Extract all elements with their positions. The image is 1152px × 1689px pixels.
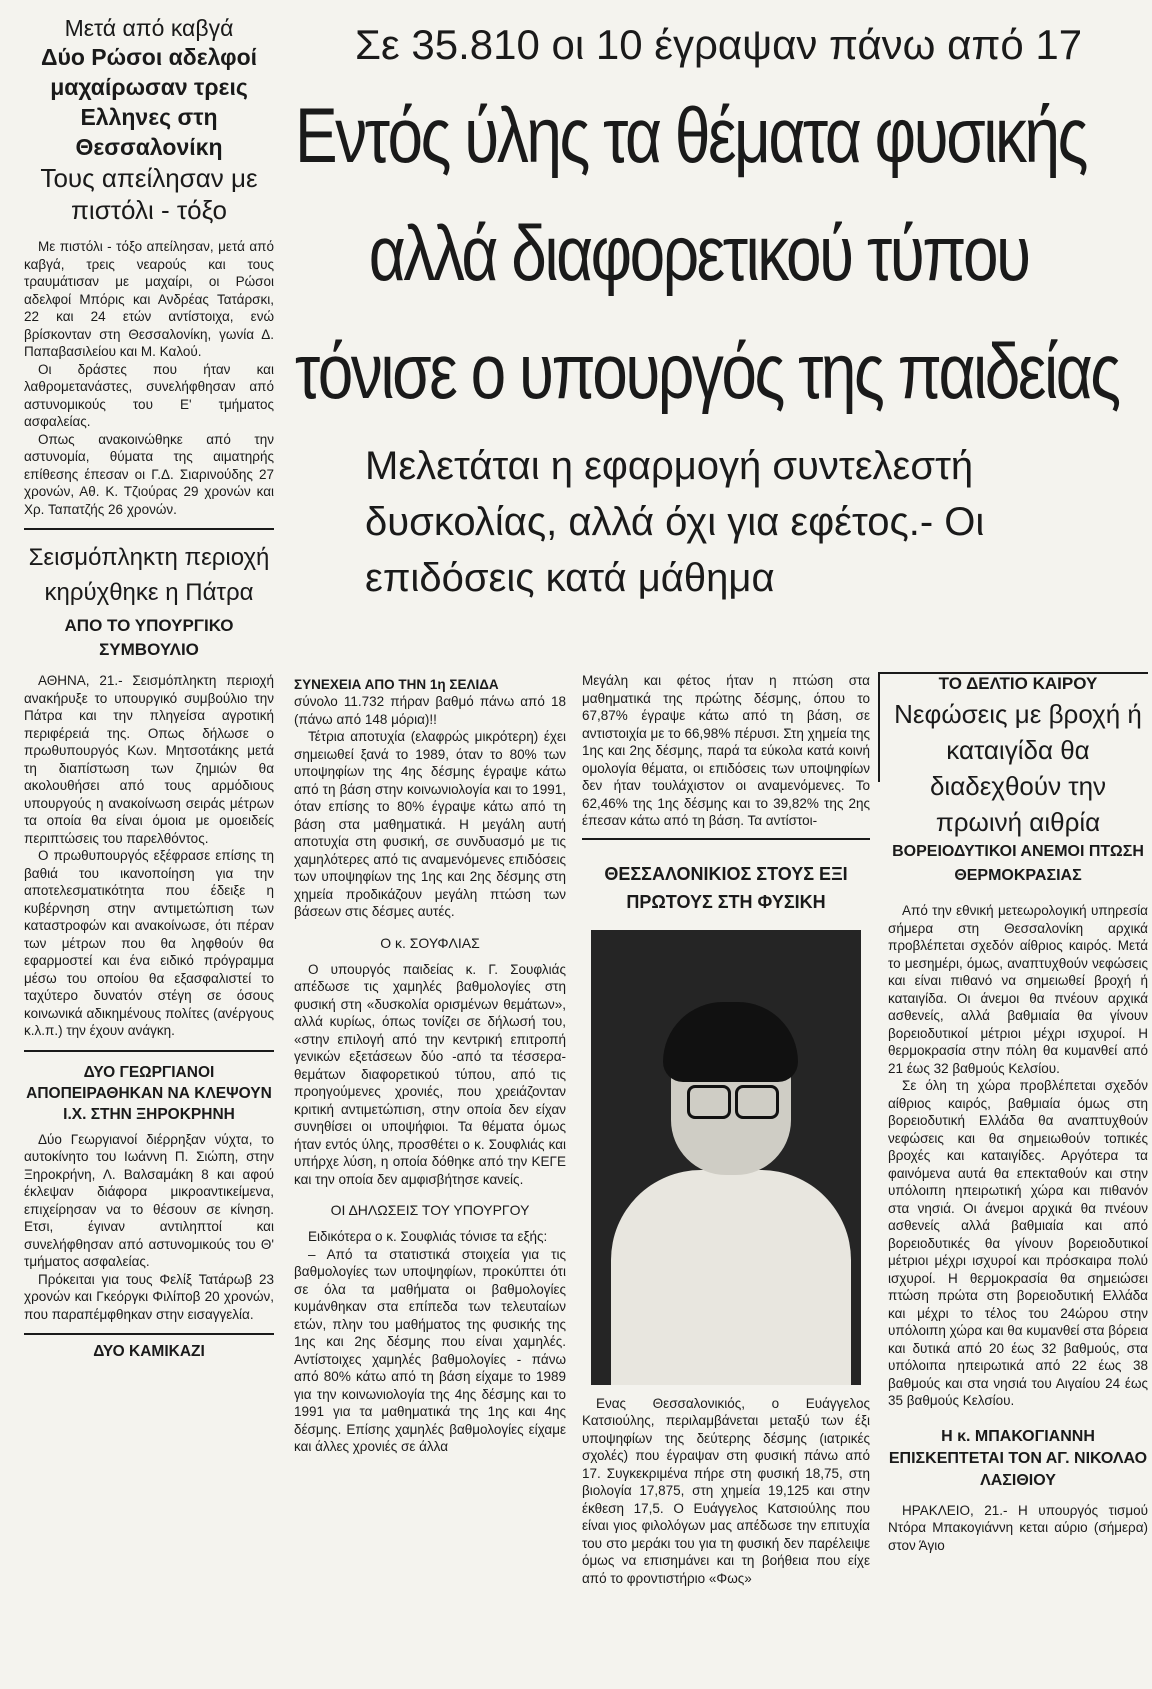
paragraph: Με πιστόλι - τόξο απείλησαν, μετά από καβγά, τρεις νεαρούς και τους τραυμάτισαν με μαχαίρι, οι Ρώσοι αδελφοί Μπόρις και Ανδρέας Τατάρσκι, 22 και 24 ετών αντίστοιχα, ενώ βρίσκονταν στη Θεσσαλονίκη, γωνία Δ. Παπαβασιλείου και Μ. Καλού.: [24, 239, 274, 359]
main-story-body-4: [582, 672, 870, 830]
story4-headline: ΔΥΟ ΚΑΜΙΚΑΖΙ: [93, 1343, 205, 1360]
weather-box-border: [878, 672, 880, 782]
weather-body: [888, 902, 1148, 1410]
left-column: [24, 14, 274, 1362]
story5-body: [888, 1502, 1148, 1555]
paragraph: Τέτρια αποτυχία (ελαφρώς μικρότερη) έχει σημειωθεί ξανά το 1989, όταν το 80% των υποψηφίων της 4ης δέσμης έγραψε κάτω από τη βάση στην κοινωνιολογία και το 1991, όταν επίσης το 80% έγραψε κάτω από τη βάση στα μαθηματικά. Η μεγάλη αυτή αποτυχία στη φυσική, σε συνδυασμό με τις χαμηλότερες από τις αναμενόμενες επιδόσεις των υποψηφίων της 1ης και 2ης δέσμης στη χημεία προδικάζουν μεγάλη πτώση των βάσεων στις δέσμες αυτές.: [294, 729, 566, 919]
story1-kicker: Μετά από καβγά: [64, 15, 234, 41]
divider: [24, 528, 274, 530]
paragraph: Ο υπουργός παιδείας κ. Γ. Σουφλιάς απέδωσε τις χαμηλές βαθμολογίες στη φυσική στη «δυσκολία ορισμένων θεμάτων», αλλά κυρίως, όπως τονίζει σε δήλωσή του, «στην επιλογή από την κεντρική επιτροπή γενικών εξετάσεων δύο -από τα τέσσερα- θεμάτων διαφορετικού τύπου, από τις προηγούμενες χρονιές, που χρειάζονταν κριτική αντιμετώπιση, στην οποία δεν είχαν συνηθίσει οι υποψήφιοι. Τα θέματα όμως ήταν εντός ύλης, προσθέτει ο κ. Σουφλιάς και υπήρχε λύση, η οποία δόθηκε από την ΚΕΓΕ και την οποία δεν αμφισβήτησε κανείς.: [294, 961, 566, 1187]
headline-kicker: Σε 35.810 οι 10 έγραψαν πάνω από 17: [355, 21, 1083, 68]
paragraph: Οπως ανακοινώθηκε από την αστυνομία, θύματα της αιματηρής επίθεσης έπεσαν οι Γ.Δ. Σιαρινούδης 27 χρονών, Αθ. Κ. Τζιούρας 29 χρονών και Χρ. Ταπατζής 26 χρονών.: [24, 431, 274, 517]
paragraph: ΑΘΗΝΑ, 21.- Σεισμόπληκτη περιοχή ανακήρυξε το υπουργικό συμβούλιο την Πάτρα και την πληγείσα αγροτική περιφέρειά της. Οπως δήλωσε ο πρωθυπουργός Κων. Μητσοτάκης μετά τη διαπίστωση των ζημιών θα ακολουθήσει από τους αρμόδιους υπουργούς η ανακοίνωση σειράς μέτρων τα οποία θα είναι όμοια με ομοειδείς περιπτώσεις του παρελθόντος.: [24, 673, 274, 846]
divider: [24, 1333, 274, 1335]
main-story-body-3: [294, 1228, 566, 1456]
headline-line-2: αλλά διαφορετικού τύπου: [368, 209, 1029, 297]
divider: [24, 1050, 274, 1052]
headline-line-3: τόνισε ο υπουργός της παιδείας: [295, 327, 1119, 415]
weather-headline: Νεφώσεις με βροχή ή καταιγίδα θα διαδεχθούν την πρωινή αιθρία: [894, 699, 1142, 837]
paragraph: Ο πρωθυπουργός εξέφρασε επίσης τη βαθιά του ικανοποίηση για την αποτελεσματικότητα που έδειξε η κυβέρνηση στην αντιμετώπιση των καταστροφών και ανακοίνωσε, ότι πέραν των μέτρων που θα ληφθούν θα εφαρμοστεί και ένα ειδικό πρόγραμμα μέσω του οποίου θα εξασφαλιστεί το ταχύτερο δυνατόν στέγη σε όσους κοινωνικά αδικημένους πολίτες (ανέργους κ.λ.π.) την έχουν ανάγκη.: [24, 848, 274, 1038]
story2-body: [24, 672, 274, 1040]
divider: [582, 838, 870, 840]
paragraph: Από την εθνική μετεωρολογική υπηρεσία σήμερα στη Θεσσαλονίκη αρχικά προβλέπεται σχεδόν αίθριος καιρός. Μετά το μεσημέρι, όμως, αναπτυχθούν νεφώσεις και είναι πιθανό να σημειωθεί βροχή ή καταιγίδα. Οι άνεμοι θα πνέουν αρχικά ασθενείς, αλλά βαθμιαία θα γίνουν βορειοδυτικοί μέτριοι μέχρι ισχυροί. Η θερμοκρασία στην πόλη θα κυμανθεί από 21 έως 32 βαθμούς Κελσίου.: [888, 903, 1148, 1076]
paragraph: Σε όλη τη χώρα προβλέπεται σχεδόν αίθριος καιρός, βαθμιαία όμως στη βορειοδυτική Ελλάδα θα αναπτυχθούν νεφώσεις και θα σημειωθούν τοπικές βροχές και καταιγίδες. Αργότερα τα φαινόμενα αυτά θα επεκταθούν και στην υπόλοιπη ηπειρωτική χώρα και πιθανόν στα νησιά. Οι άνεμοι αρχικά θα πνέουν ασθενείς αλλά βαθμιαία και από βορειοδυτικές θα γίνουν βορειοδυτικοί μέτριοι μέχρι ισχυροί και πρόσκαιρα πολύ ισχυροί. Η θερμοκρασία θα σημειώσει πτώση πρώτα στη βορειοδυτική Ελλάδα και μέχρι το τέλος του 24ώρου στην υπόλοιπη χώρα και θα κυμανθεί στα βόρεια και δυτικά από 20 έως 32 βαθμούς, στα υπόλοιπα ηπειρωτικά από 22 έως 38 βαθμούς και στα νησιά του Αιγαίου 24 έως 35 βαθμούς Κελσίου.: [888, 1078, 1148, 1408]
story1-body: [24, 238, 274, 518]
paragraph: ΗΡΑΚΛΕΙΟ, 21.- Η υπουργός τισμού Ντόρα Μπακογιάννη κεται αύριο (σήμερα) στον Άγιο: [888, 1502, 1148, 1553]
story1-subheadline: Τους απείλησαν με πιστόλι - τόξο: [40, 163, 258, 225]
paragraph: Πρόκειται για τους Φελίξ Τατάρωβ 23 χρονών και Γκεόργκι Φιλίποβ 20 χρονών, που παραπέμφθηκαν στην εισαγγελία.: [24, 1271, 274, 1322]
middle-column: [294, 676, 566, 1456]
headline-line-1: Εντός ύλης τα θέματα φυσικής: [295, 91, 1086, 179]
sidebar-box-title: ΘΕΣΣΑΛΟΝΙΚΙΟΣ ΣΤΟΥΣ ΕΞΙ ΠΡΩΤΟΥΣ ΣΤΗ ΦΥΣΙΚΗ: [604, 863, 848, 912]
section-subhead: ΟΙ ΔΗΛΩΣΕΙΣ ΤΟΥ ΥΠΟΥΡΓΟΥ: [330, 1202, 530, 1218]
main-headline-block: [295, 14, 1145, 606]
main-story-body-2: [294, 961, 566, 1189]
story1-headline: Δύο Ρώσοι αδελφοί μαχαίρωσαν τρεις Ελληνες στη Θεσσαλονίκη: [40, 44, 258, 160]
continued-label: ΣΥΝΕΧΕΙΑ ΑΠΟ ΤΗΝ 1η ΣΕΛΙΔΑ: [294, 677, 499, 692]
paragraph: Οι δράστες που ήταν και λαθρομετανάστες, συνελήφθησαν από αστυνομικούς του Ε' τμήματος ασφαλείας.: [24, 361, 274, 429]
story3-headline: ΔΥΟ ΓΕΩΡΓΙΑΝΟΙ ΑΠΟΠΕΙΡΑΘΗΚΑΝ ΝΑ ΚΛΕΨΟΥΝ Ι.Χ. ΣΤΗΝ ΞΗΡΟΚΡΗΝΗ: [26, 1063, 272, 1123]
headline-subtitle: Μελετάται η εφαρμογή συντελεστή δυσκολίας, αλλά όχι για εφέτος.- Οι επιδόσεις κατά μάθημα: [365, 444, 985, 600]
weather-title: ΤΟ ΔΕΛΤΙΟ ΚΑΙΡΟΥ: [938, 674, 1098, 693]
story2-subheadline: ΑΠΟ ΤΟ ΥΠΟΥΡΓΙΚΟ ΣΥΜΒΟΥΛΙΟ: [64, 616, 234, 659]
story5-headline: Η κ. ΜΠΑΚΟΓΙΑΝΝΗ ΕΠΙΣΚΕΠΤΕΤΑΙ ΤΟΝ ΑΓ. ΝΙΚΟΛΑΟ ΛΑΣΙΘΙΟΥ: [888, 1427, 1148, 1489]
right-column: [888, 672, 1148, 1554]
weather-subheadline: ΒΟΡΕΙΟΔΥΤΙΚΟΙ ΑΝΕΜΟΙ ΠΤΩΣΗ ΘΕΡΜΟΚΡΑΣΙΑΣ: [892, 843, 1144, 884]
paragraph: Δύο Γεωργιανοί διέρρηξαν νύχτα, το αυτοκίνητο του Ιωάννη Π. Σιώπη, στην Ξηροκρήνη, Λ. Βαλσαμάκη 8 και αφού έκλεψαν διάφορα μικροαντικείμενα, επιχείρησαν να το θέσουν σε κίνηση. Ετσι, έγιναν αντιληπτοί και συνελήφθησαν από αστυνομικούς του Θ' τμήματος ασφαλείας.: [24, 1131, 274, 1269]
paragraph: Μεγάλη και φέτος ήταν η πτώση στα μαθηματικά της πρώτης δέσμης, όπου το 67,87% έγραψε κάτω από τη βάση, σε αντιστοιχία με το 66,98% πέρυσι. Στη χημεία της 1ης και 2ης δέσμης, παρά τα εύκολα κατά κοινή ομολογία θέματα, οι επιδόσεις των υποψηφίων δεν ήταν τουλάχιστον οι αναμενόμενες. Το 62,46% της 1ης δέσμης και το 39,82% της 2ης έπεσαν κάτω από τη βάση. Τα αντίστοι-: [582, 673, 870, 828]
paragraph: Ειδικότερα ο κ. Σουφλιάς τόνισε τα εξής:: [308, 1229, 548, 1244]
middle-right-column: [582, 672, 870, 1587]
section-subhead: Ο κ. ΣΟΥΦΛΙΑΣ: [380, 934, 480, 951]
paragraph: – Από τα στατιστικά στοιχεία για τις βαθμολογίες των υποψηφίων, προκύπτει ότι σε όλα τα μαθήματα οι βαθμολογίες κυμάνθηκαν στα επίπεδα των τελευταίων ετών, πλην του μαθήματος της φυσικής της 1ης και 2ης δέσμης που είναι χαμηλές. Αντίστοιχες χαμηλές βαθμολογίες - πάνω από 80% κάτω από τη βάση είχαμε το 1989 για την κοινωνιολογία της 4ης δέσμης και το 1991 για τα μαθηματικά της 1ης και 4ης δέσμης. Επίσης χαμηλές βαθμολογίες είχαμε και άλλες χρονιές σε άλλα: [294, 1246, 566, 1454]
photo-caption: [582, 1395, 870, 1588]
paragraph: σύνολο 11.732 πήραν βαθμό πάνω από 18 (πάνω από 148 μόρια)!!: [294, 694, 566, 727]
story2-headline: Σεισμόπληκτη περιοχή κηρύχθηκε η Πάτρα: [28, 544, 270, 606]
paragraph: Ενας Θεσσαλονικιός, ο Ευάγγελος Κατσιούλης, περιλαμβάνεται μεταξύ των έξι υποψηφίων της δεύτερης δέσμης (ιατρικές σχολές) που έγραψαν στη φυσική πάνω από 17. Συγκεκριμένα πήρε στη φυσική 18,75, στη βιολογία 17,875, στη χημεία 19,125 και στην έκθεση 17,5. Ο Ευάγγελος Κατσιούλης που είναι γιος φιλολόγων μας απέδωσε την επιτυχία του στο μεράκι του για τη φυσική δεν παρέλειψε όμως να επισημάνει και τη βοήθεια που είχε από το φροντιστήριο «Φως»: [582, 1395, 870, 1586]
student-photo: [591, 930, 861, 1385]
story3-body: [24, 1131, 274, 1324]
main-story-body-1: [294, 693, 566, 921]
